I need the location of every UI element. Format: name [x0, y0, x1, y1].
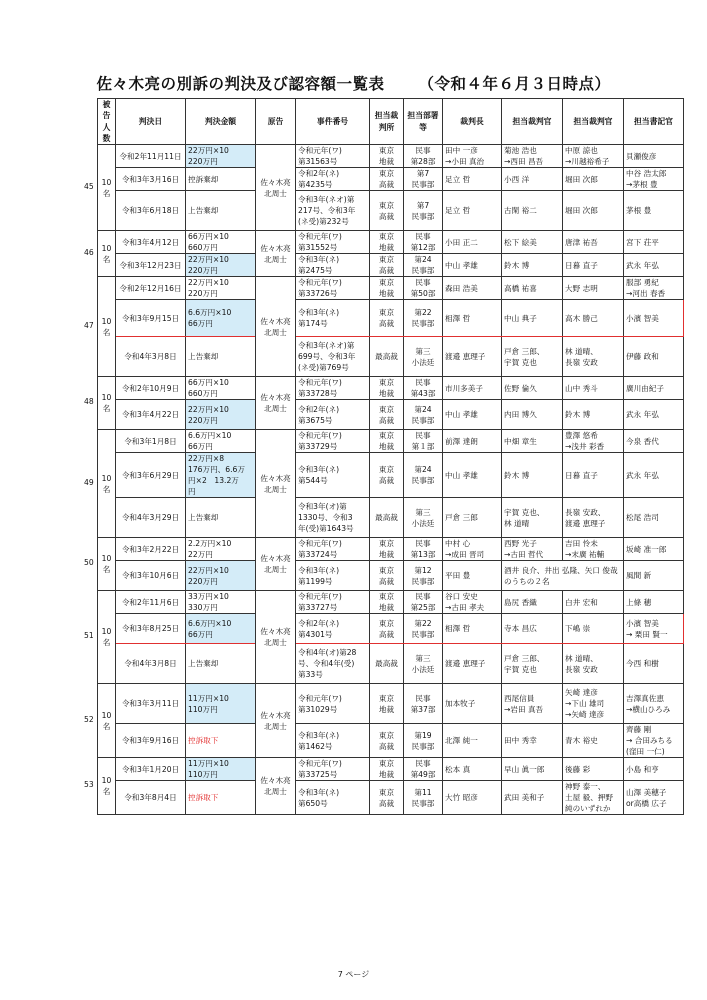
clerk-cell: 茅根 豊: [624, 191, 684, 231]
clerk-cell: 坂崎 准一郎: [624, 538, 684, 561]
case-number-cell: 令和3年(ネ) 第1199号: [296, 561, 370, 591]
case-number-cell: 令和2年(ネ) 第4235号: [296, 168, 370, 191]
court-cell: 東京 地裁: [370, 684, 404, 724]
defendant-count-cell: 10 名: [98, 377, 116, 430]
judge-cell: 大野 志明: [563, 277, 624, 300]
judgment-amount-cell: 上告棄却: [186, 644, 256, 684]
clerk-cell: 今西 和樹: [624, 644, 684, 684]
table-row: [98, 561, 684, 591]
judgment-amount-cell: 上告棄却: [186, 337, 256, 377]
clerk-cell: 武永 年弘: [624, 254, 684, 277]
judgment-date-cell: 令和3年4月22日: [116, 400, 186, 430]
page-title: [0, 72, 707, 94]
clerk-cell: 廣川由紀子: [624, 377, 684, 400]
judge-cell: 日暮 直子: [563, 254, 624, 277]
column-header: 判決日: [116, 99, 186, 145]
judge-cell: 高木 勝己: [563, 300, 624, 337]
column-header: 担当裁判官: [502, 99, 563, 145]
case-number-cell: 令和3年(ネ) 第174号: [296, 300, 370, 337]
department-cell: 第三 小法廷: [404, 644, 443, 684]
judgment-amount-cell: 控訴取下: [186, 724, 256, 758]
judge-cell: 林 道晴、 長嶺 安政: [563, 337, 624, 377]
title-date: （令和４年６月３日時点）: [418, 75, 611, 93]
defendant-count-cell: 10 名: [98, 231, 116, 277]
court-cell: 東京 地裁: [370, 538, 404, 561]
judgment-date-cell: 令和3年9月15日: [116, 300, 186, 337]
clerk-cell: 宮下 荘平: [624, 231, 684, 254]
judgment-amount-cell: 22万円×10 220万円: [186, 400, 256, 430]
judgment-amount-cell: 66万円×10 660万円: [186, 231, 256, 254]
column-header: 担当裁判官: [563, 99, 624, 145]
table-row: [98, 591, 684, 614]
judgment-amount-cell: 6.6万円×10 66万円: [186, 300, 256, 337]
judgment-amount-cell: 22万円×10 220万円: [186, 277, 256, 300]
defendant-count-cell: 10 名: [98, 277, 116, 377]
group-number: 52: [84, 714, 94, 724]
case-number-cell: 令和元年(ワ) 第33724号: [296, 538, 370, 561]
judgment-amount-cell: 上告棄却: [186, 191, 256, 231]
judgment-date-cell: 令和3年1月8日: [116, 430, 186, 453]
judge-cell: 青木 裕史: [563, 724, 624, 758]
plaintiff-cell: 佐々木亮 北周士: [256, 538, 296, 591]
defendant-count-cell: 10 名: [98, 430, 116, 538]
judgment-date-cell: 令和3年4月12日: [116, 231, 186, 254]
judgment-date-cell: 令和3年8月25日: [116, 614, 186, 644]
defendant-count-cell: 10 名: [98, 145, 116, 231]
table-row: [98, 254, 684, 277]
presiding-judge-cell: 田中 一彦 →小田 真治: [443, 145, 502, 168]
judge-cell: 松下 絵美: [502, 231, 563, 254]
presiding-judge-cell: 足立 哲: [443, 168, 502, 191]
court-cell: 東京 高裁: [370, 400, 404, 430]
plaintiff-cell: 佐々木亮 北周士: [256, 684, 296, 758]
judge-cell: 林 道晴、 長嶺 安政: [563, 644, 624, 684]
judges-cell: 酒井 良介、井出 弘隆、矢口 俊哉 のうちの２名: [502, 561, 624, 591]
court-cell: 東京 高裁: [370, 168, 404, 191]
group-number: 48: [84, 397, 94, 407]
judge-cell: 神野 泰一、 土屋 毅、押野 純のいずれか: [563, 781, 624, 815]
presiding-judge-cell: 小田 正二: [443, 231, 502, 254]
judge-cell: 堀田 次郎: [563, 168, 624, 191]
judgment-date-cell: 令和2年12月16日: [116, 277, 186, 300]
department-cell: 民事 第13部: [404, 538, 443, 561]
case-number-cell: 令和元年(ワ) 第33725号: [296, 758, 370, 781]
case-number-cell: 令和元年(ワ) 第33729号: [296, 430, 370, 453]
clerk-cell: 上條 穂: [624, 591, 684, 614]
presiding-judge-cell: 相澤 哲: [443, 300, 502, 337]
judgment-amount-cell: 66万円×10 660万円: [186, 377, 256, 400]
judgment-amount-cell: 11万円×10 110万円: [186, 758, 256, 781]
column-header: 事件番号: [296, 99, 370, 145]
case-number-cell: 令和3年(ネ) 第2475号: [296, 254, 370, 277]
table-row: [98, 191, 684, 231]
judgment-date-cell: 令和3年3月11日: [116, 684, 186, 724]
case-number-cell: 令和2年(ネ) 第4301号: [296, 614, 370, 644]
judge-cell: 高橋 祐喜: [502, 277, 563, 300]
department-cell: 民事 第49部: [404, 758, 443, 781]
judgment-table: [97, 98, 684, 815]
table-row: [98, 337, 684, 377]
judgment-amount-cell: 22万円×10 220万円: [186, 561, 256, 591]
judge-cell: 後藤 彩: [563, 758, 624, 781]
judge-cell: 中畑 章生: [502, 430, 563, 453]
clerk-cell: 小濱 智美: [624, 300, 684, 337]
defendant-count-cell: 10 名: [98, 684, 116, 758]
case-number-cell: 令和2年(ネ) 第3675号: [296, 400, 370, 430]
judgment-date-cell: 令和3年2月22日: [116, 538, 186, 561]
judgment-amount-cell: 11万円×10 110万円: [186, 684, 256, 724]
court-cell: 東京 高裁: [370, 453, 404, 498]
presiding-judge-cell: 足立 哲: [443, 191, 502, 231]
department-cell: 第7 民事部: [404, 168, 443, 191]
title-text: 佐々木亮の別訴の判決及び認容額一覧表: [96, 75, 385, 93]
group-number: 49: [84, 477, 94, 487]
case-number-cell: 令和3年(ネ) 第1462号: [296, 724, 370, 758]
presiding-judge-cell: 前澤 達朗: [443, 430, 502, 453]
clerk-cell: 吉澤真佐恵 →横山ひろみ: [624, 684, 684, 724]
court-cell: 東京 地裁: [370, 277, 404, 300]
judge-cell: 武田 美和子: [502, 781, 563, 815]
column-header: 担当部署等: [404, 99, 443, 145]
judgment-date-cell: 令和3年6月29日: [116, 453, 186, 498]
department-cell: 民事 第28部: [404, 145, 443, 168]
judge-cell: 西尾信員 →岩田 真吾: [502, 684, 563, 724]
judge-cell: 早山 眞一郎: [502, 758, 563, 781]
presiding-judge-cell: 大竹 昭彦: [443, 781, 502, 815]
defendant-count-cell: 10 名: [98, 758, 116, 815]
table-row: [98, 724, 684, 758]
presiding-judge-cell: 中山 孝雄: [443, 453, 502, 498]
case-number-cell: 令和元年(ワ) 第31563号: [296, 145, 370, 168]
judgment-amount-cell: 6.6万円×10 66万円: [186, 430, 256, 453]
plaintiff-cell: 佐々木亮 北周士: [256, 591, 296, 684]
presiding-judge-cell: 市川多美子: [443, 377, 502, 400]
judge-cell: 吉田 怜未 →末廣 祐輔: [563, 538, 624, 561]
department-cell: 第24 民事部: [404, 400, 443, 430]
judge-cell: 唐津 祐吾: [563, 231, 624, 254]
judgment-date-cell: 令和4年3月29日: [116, 498, 186, 538]
presiding-judge-cell: 加本牧子: [443, 684, 502, 724]
case-number-cell: 令和3年(ネオ)第 699号、令和3年 (ネ受)第769号: [296, 337, 370, 377]
judgment-amount-cell: 控訴棄却: [186, 168, 256, 191]
case-number-cell: 令和元年(ワ) 第31552号: [296, 231, 370, 254]
table-row: [98, 277, 684, 300]
presiding-judge-cell: 谷口 安史 →古田 孝夫: [443, 591, 502, 614]
column-header: 原告: [256, 99, 296, 145]
table-row: [98, 300, 684, 337]
department-cell: 第22 民事部: [404, 614, 443, 644]
presiding-judge-cell: 北澤 純一: [443, 724, 502, 758]
judge-cell: 寺本 昌広: [502, 614, 563, 644]
court-cell: 東京 高裁: [370, 724, 404, 758]
judgment-date-cell: 令和4年3月8日: [116, 644, 186, 684]
judge-cell: 下嶋 崇: [563, 614, 624, 644]
court-cell: 東京 高裁: [370, 561, 404, 591]
department-cell: 民事 第１部: [404, 430, 443, 453]
court-cell: 東京 地裁: [370, 145, 404, 168]
judgment-date-cell: 令和3年12月23日: [116, 254, 186, 277]
presiding-judge-cell: 戸倉 三郎: [443, 498, 502, 538]
judge-cell: 中原 諒也 →川越裕希子: [563, 145, 624, 168]
court-cell: 東京 高裁: [370, 254, 404, 277]
table-row: [98, 684, 684, 724]
judge-cell: 戸倉 三郎、 宇賀 克也: [502, 644, 563, 684]
column-header: 担当裁判所: [370, 99, 404, 145]
judgment-amount-cell: 控訴取下: [186, 781, 256, 815]
judgment-amount-cell: 6.6万円×10 66万円: [186, 614, 256, 644]
case-number-cell: 令和3年(ネ) 第544号: [296, 453, 370, 498]
column-header: 被告人数: [98, 99, 116, 145]
presiding-judge-cell: 中山 孝雄: [443, 254, 502, 277]
judgment-date-cell: 令和3年8月4日: [116, 781, 186, 815]
judge-cell: 白井 宏和: [563, 591, 624, 614]
table-row: [98, 145, 684, 168]
table-row: [98, 168, 684, 191]
judge-cell: 小西 洋: [502, 168, 563, 191]
plaintiff-cell: 佐々木亮 北周士: [256, 430, 296, 538]
judge-cell: 菊池 浩也 →西田 昌吾: [502, 145, 563, 168]
column-header: 裁判長: [443, 99, 502, 145]
table-row: [98, 614, 684, 644]
presiding-judge-cell: 渡邉 恵理子: [443, 644, 502, 684]
clerk-cell: 小島 和亨: [624, 758, 684, 781]
defendant-count-cell: 10 名: [98, 538, 116, 591]
presiding-judge-cell: 平田 豊: [443, 561, 502, 591]
clerk-cell: 齊藤 剛 → 合田みちる (窪田 一仁): [624, 724, 684, 758]
table-row: [98, 758, 684, 781]
judge-cell: 矢崎 達彦 →下山 雄司 →矢崎 達彦: [563, 684, 624, 724]
presiding-judge-cell: 森田 浩美: [443, 277, 502, 300]
clerk-cell: 松尾 浩司: [624, 498, 684, 538]
judge-cell: 中山 典子: [502, 300, 563, 337]
plaintiff-cell: 佐々木亮 北周士: [256, 758, 296, 815]
department-cell: 第11 民事部: [404, 781, 443, 815]
court-cell: 最高裁: [370, 498, 404, 538]
table-row: [98, 430, 684, 453]
judge-cell: 古閑 裕二: [502, 191, 563, 231]
judge-cell: 佐野 倫久: [502, 377, 563, 400]
judge-cell: 戸倉 三郎、 宇賀 克也: [502, 337, 563, 377]
department-cell: 民事 第50部: [404, 277, 443, 300]
judge-cell: 鈴木 博: [563, 400, 624, 430]
department-cell: 民事 第43部: [404, 377, 443, 400]
department-cell: 第22 民事部: [404, 300, 443, 337]
group-number: 46: [84, 247, 94, 257]
case-number-cell: 令和元年(ワ) 第33728号: [296, 377, 370, 400]
plaintiff-cell: 佐々木亮 北周士: [256, 231, 296, 277]
department-cell: 第三 小法廷: [404, 337, 443, 377]
judge-cell: 鈴木 博: [502, 254, 563, 277]
clerk-cell: 服部 勇紀 →河出 春香: [624, 277, 684, 300]
court-cell: 最高裁: [370, 644, 404, 684]
table-row: [98, 781, 684, 815]
judgment-date-cell: 令和2年11月6日: [116, 591, 186, 614]
presiding-judge-cell: 中村 心 →成田 晋司: [443, 538, 502, 561]
court-cell: 最高裁: [370, 337, 404, 377]
department-cell: 第12 民事部: [404, 561, 443, 591]
judge-cell: 山中 秀斗: [563, 377, 624, 400]
court-cell: 東京 地裁: [370, 377, 404, 400]
case-number-cell: 令和4年(オ)第28 号、令和4年(受) 第33号: [296, 644, 370, 684]
page-number: 7 ページ: [337, 970, 370, 979]
judgment-date-cell: 令和4年3月8日: [116, 337, 186, 377]
department-cell: 第三 小法廷: [404, 498, 443, 538]
judge-cell: 日暮 直子: [563, 453, 624, 498]
department-cell: 第19 民事部: [404, 724, 443, 758]
judgment-amount-cell: 22万円×8 176万円、6.6万 円×2 13.2万 円: [186, 453, 256, 498]
clerk-cell: 伊藤 政和: [624, 337, 684, 377]
judge-cell: 内田 博久: [502, 400, 563, 430]
table-row: [98, 498, 684, 538]
clerk-cell: 山澤 美穂子 or高橋 広子: [624, 781, 684, 815]
table-row: [98, 453, 684, 498]
column-header: 担当書記官: [624, 99, 684, 145]
judgment-date-cell: 令和3年10月6日: [116, 561, 186, 591]
presiding-judge-cell: 中山 孝雄: [443, 400, 502, 430]
group-number: 47: [84, 320, 94, 330]
department-cell: 民事 第25部: [404, 591, 443, 614]
department-cell: 第24 民事部: [404, 254, 443, 277]
table-row: [98, 231, 684, 254]
case-number-cell: 令和3年(ネオ)第 217号、令和3年 (ネ受)第232号: [296, 191, 370, 231]
court-cell: 東京 高裁: [370, 191, 404, 231]
judgment-date-cell: 令和3年1月20日: [116, 758, 186, 781]
plaintiff-cell: 佐々木亮 北周士: [256, 145, 296, 231]
department-cell: 第24 民事部: [404, 453, 443, 498]
plaintiff-cell: 佐々木亮 北周士: [256, 277, 296, 377]
judgment-date-cell: 令和2年10月9日: [116, 377, 186, 400]
presiding-judge-cell: 相澤 哲: [443, 614, 502, 644]
judgment-date-cell: 令和3年3月16日: [116, 168, 186, 191]
group-number: 51: [84, 631, 94, 641]
table-row: [98, 644, 684, 684]
table-row: [98, 400, 684, 430]
judgment-date-cell: 令和3年9月16日: [116, 724, 186, 758]
judgment-amount-cell: 22万円×10 220万円: [186, 254, 256, 277]
judge-cell: 堀田 次郎: [563, 191, 624, 231]
presiding-judge-cell: 松本 真: [443, 758, 502, 781]
group-number: 45: [84, 181, 94, 191]
clerk-cell: 中谷 浩太郎 →茅根 豊: [624, 168, 684, 191]
judge-cell: 島尻 香織: [502, 591, 563, 614]
group-number: 53: [84, 780, 94, 790]
judge-cell: 鈴木 博: [502, 453, 563, 498]
case-number-cell: 令和3年(オ)第 1330号、令和3 年(受)第1643号: [296, 498, 370, 538]
clerk-cell: 風間 新: [624, 561, 684, 591]
column-header: 判決金額: [186, 99, 256, 145]
judge-cell: 田中 秀幸: [502, 724, 563, 758]
case-number-cell: 令和元年(ワ) 第31029号: [296, 684, 370, 724]
table-row: [98, 377, 684, 400]
judgment-amount-cell: 上告棄却: [186, 498, 256, 538]
table-header: [98, 99, 684, 145]
defendant-count-cell: 10 名: [98, 591, 116, 684]
court-cell: 東京 地裁: [370, 231, 404, 254]
court-cell: 東京 高裁: [370, 781, 404, 815]
department-cell: 民事 第37部: [404, 684, 443, 724]
judgment-amount-cell: 33万円×10 330万円: [186, 591, 256, 614]
clerk-cell: 貝瀬俊彦: [624, 145, 684, 168]
case-number-cell: 令和元年(ワ) 第33726号: [296, 277, 370, 300]
judgment-amount-cell: 2.2万円×10 22万円: [186, 538, 256, 561]
judgment-amount-cell: 22万円×10 220万円: [186, 145, 256, 168]
clerk-cell: 小濱 智美 → 栗田 賢一: [624, 614, 684, 644]
case-number-cell: 令和元年(ワ) 第33727号: [296, 591, 370, 614]
judgment-date-cell: 令和3年6月18日: [116, 191, 186, 231]
clerk-cell: 今泉 香代: [624, 430, 684, 453]
judge-cell: 豊澤 悠希 →浅井 彩香: [563, 430, 624, 453]
presiding-judge-cell: 渡邉 恵理子: [443, 337, 502, 377]
judge-cell: 長嶺 安政、 渡邉 恵理子: [563, 498, 624, 538]
court-cell: 東京 高裁: [370, 300, 404, 337]
table-row: [98, 538, 684, 561]
plaintiff-cell: 佐々木亮 北周士: [256, 377, 296, 430]
judge-cell: 西野 光子 →古田 哲代: [502, 538, 563, 561]
group-number: 50: [84, 558, 94, 568]
court-cell: 東京 地裁: [370, 591, 404, 614]
clerk-cell: 武永 年弘: [624, 453, 684, 498]
case-number-cell: 令和3年(ネ) 第650号: [296, 781, 370, 815]
court-cell: 東京 高裁: [370, 614, 404, 644]
department-cell: 民事 第12部: [404, 231, 443, 254]
court-cell: 東京 地裁: [370, 758, 404, 781]
clerk-cell: 武永 年弘: [624, 400, 684, 430]
court-cell: 東京 地裁: [370, 430, 404, 453]
judge-cell: 宇賀 克也、 林 道晴: [502, 498, 563, 538]
judgment-date-cell: 令和2年11月11日: [116, 145, 186, 168]
department-cell: 第7 民事部: [404, 191, 443, 231]
